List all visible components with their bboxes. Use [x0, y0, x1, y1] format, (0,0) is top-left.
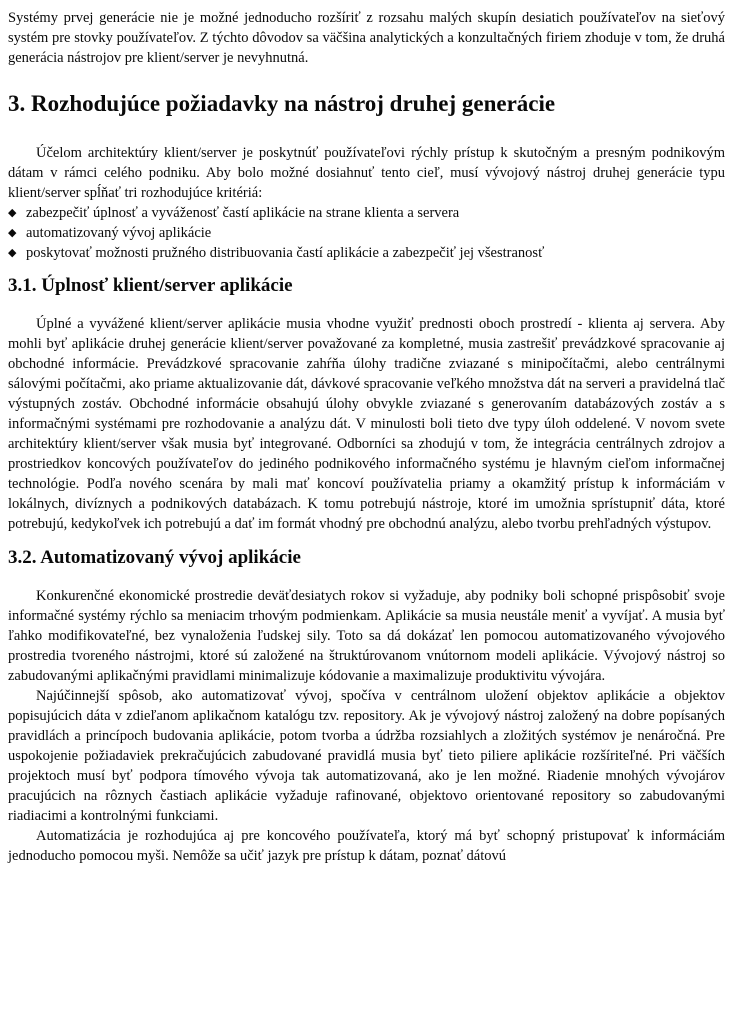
bullet-icon: ◆ — [8, 227, 17, 239]
section-3-2-paragraph: Konkurenčné ekonomické prostredie deväťdesiatych rokov si vyžaduje, aby podniky boli schopné prispôsobiť svoje informačné systémy rýchlo sa meniacim trhovým podmienkam. Aplikácie sa musia neustále meniť a vyvíjať. A musia byť ľahko modifikovateľné, bez vynaloženia ľudskej sily. Toto sa dá dokázať len pomocou automatizovaného vývojového prostredia tvoreného nástrojmi, ktoré sú založené na štruktúrovanom vnútornom modeli aplikácie. Vývojový nástroj so zabudovanými aplikačnými pravidlami minimalizuje kódovanie a maximalizuje produktivitu vývojára. — [8, 588, 725, 684]
section-3-2-heading: 3.2. Automatizovaný vývoj aplikácie — [8, 547, 301, 568]
list-item — [8, 243, 725, 263]
list-item-text: automatizovaný vývoj aplikácie — [26, 225, 212, 241]
criteria-list — [8, 203, 725, 263]
list-item — [8, 223, 725, 243]
section-3-paragraph: Účelom architektúry klient/server je poskytnúť používateľovi rýchly prístup k skutočným a presným podnikovým dátam v rámci celého podniku. Aby bolo možné dosiahnuť tento cieľ, musí vývojový nástroj druhej generácie typu klient/server spĺňať tri rozhodujúce kritériá: — [8, 145, 725, 201]
section-3-heading: 3. Rozhodujúce požiadavky na nástroj druhej generácie — [8, 91, 556, 116]
bullet-icon: ◆ — [8, 247, 17, 259]
section-3-1-heading: 3.1. Úplnosť klient/server aplikácie — [8, 275, 293, 296]
intro-paragraph: Systémy prvej generácie nie je možné jednoducho rozšíriť z rozsahu malých skupín desiatich používateľov na sieťový systém pre stovky používateľov. Z týchto dôvodov sa väčšina analytických a konzultačných firiem zhoduje v tom, že druhá generácia nástrojov pre klient/server je nevyhnutná. — [8, 10, 725, 66]
section-3-2-paragraph: Automatizácia je rozhodujúca aj pre koncového používateľa, ktorý má byť schopný pristupovať k informáciám jednoducho pomocou myši. Nemôže sa učiť jazyk pre prístup k dátam, poznať dátovú — [8, 828, 725, 864]
list-item-text: zabezpečiť úplnosť a vyváženosť častí aplikácie na strane klienta a servera — [26, 205, 460, 221]
section-3-2-paragraph: Najúčinnejší spôsob, ako automatizovať vývoj, spočíva v centrálnom uložení objektov aplikácie a objektov popisujúcich dáta v zdieľanom aplikačnom katalógu tzv. repository. Ak je vývojový nástroj založený na dobre popísaných pravidlách a princípoch budovania aplikácie, potom tvorba a údržba rozsiahlych a zložitých systémov je nenáročná. Pre uspokojenie požiadaviek prekračujúcich zabudované pravidlá musia byť tieto piliere aplikácie rozšíriteľné. Pri väčších projektoch musí byť podpora tímového vývoja tak automatizovaná, ako je len možné. Riadenie mnohých vývojárov pracujúcich na rôznych častiach aplikácie vyžaduje rafinované, objektovo orientované repository so zabudovanými riadiacimi a kontrolnými funkciami. — [8, 688, 725, 824]
list-item — [8, 203, 725, 223]
section-3-1-paragraph: Úplné a vyvážené klient/server aplikácie musia vhodne využiť prednosti oboch prostredí - klienta aj servera. Aby mohli byť aplikácie druhej generácie klient/server považované za kompletné, musia zastrešiť prevádzkové spracovanie aj obchodné informácie. Prevádzkové spracovanie zahŕňa úlohy tradične zviazané s minipočítačmi, alebo centrálnymi sálovými počítačmi, ako priame aktualizovanie dát, dávkové spracovanie veľkého množstva dát na serveri a pravidelná tlač výstupných zostáv. Obchodné informácie obsahujú úlohy obvykle zviazané s generovaním databázových zostáv a s informačnými systémami pre rozhodovanie a analýzu dát. V minulosti boli tieto dve typy úloh oddelené. V novom svete architektúry klient/server však musia byť integrované. Odborníci sa zhodujú v tom, že integrácia centrálnych zdrojov a prostriedkov koncových používateľov do jediného podnikového informačného systému je hlavným cieľom informačnej technológie. Podľa nového scenára by mali mať koncoví používatelia priamy a okamžitý prístup k informáciám v lokálnych, divíznych a podnikových databázach. K tomu potrebujú nástroje, ktoré im umožnia sprístupniť dáta, ktoré potrebujú, kedykoľvek ich potrebujú a dať im formát vhodný pre obchodnú analýzu, alebo tvorbu prehľadných výstupov. — [8, 316, 725, 532]
list-item-text: poskytovať možnosti pružného distribuovania častí aplikácie a zabezpečiť jej všestranosť — [26, 245, 545, 261]
document-page — [8, 8, 725, 866]
bullet-icon: ◆ — [8, 207, 17, 219]
